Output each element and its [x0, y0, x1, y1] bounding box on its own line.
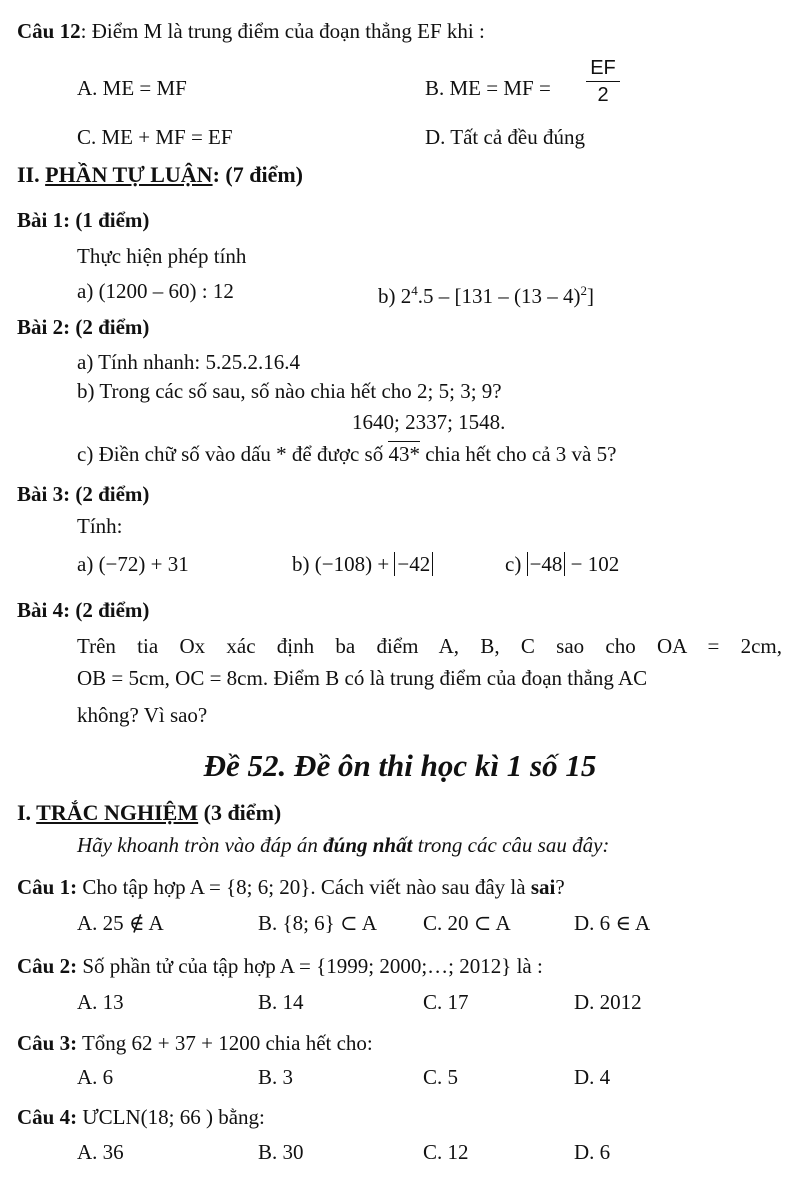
part2-heading [17, 162, 303, 188]
c2-option-a: A. 13 [77, 990, 124, 1014]
instruction-bold: đúng nhất [323, 833, 413, 857]
bai2-title: Bài 2: (2 điểm) [17, 315, 150, 339]
bai2-c-suffix: chia hết cho cả 3 và 5? [419, 442, 617, 466]
bai2-c-overlined-number: 43* [388, 442, 420, 466]
bai2-c-prefix: c) Điền chữ số vào dấu * để được số [77, 442, 389, 466]
c3-option-b: B. 3 [258, 1065, 294, 1089]
c1-option-a: A. 25 ∉ A [77, 911, 164, 935]
bai1-b-end: ] [586, 284, 594, 308]
c3-option-c: C. 5 [423, 1065, 459, 1089]
bai2-a: a) Tính nhanh: 5.25.2.16.4 [77, 350, 301, 374]
c2-label: Câu 2: [17, 954, 78, 978]
c1-text-end: ? [555, 875, 565, 899]
bai3-a: a) (−72) + 31 [77, 552, 189, 576]
bai1-b-exponent2: 2 [580, 283, 587, 298]
q12-question [17, 18, 485, 44]
q12-fraction-numerator: EF [590, 57, 616, 79]
bai4-title: Bài 4: (2 điểm) [17, 598, 150, 622]
instruction-pre: Hãy khoanh tròn vào đáp án [77, 833, 324, 857]
c3-question [17, 1030, 373, 1056]
bai3-c [505, 551, 619, 577]
bai3-b-abs: −42 [394, 552, 433, 576]
c3-text: Tổng 62 + 37 + 1200 chia hết cho: [77, 1031, 373, 1055]
c2-text: Số phần tử của tập hợp A = {1999; 2000;…; 2012} là : [77, 954, 543, 978]
bai3-c-prefix: c) [505, 552, 527, 576]
bai2-b: b) Trong các số sau, số nào chia hết cho 2; 5; 3; 9? [77, 379, 502, 403]
c1-text-bold: sai [530, 875, 556, 899]
part1-instruction [77, 832, 609, 858]
q12-fraction-denominator: 2 [597, 84, 609, 106]
q12-option-c: C. ME + MF = EF [77, 125, 233, 149]
bai1-b-exponent: 4 [411, 283, 418, 298]
q12-option-a: A. ME = MF [77, 76, 187, 100]
c2-question [17, 953, 543, 979]
c2-option-c: C. 17 [423, 990, 469, 1014]
c2-option-d: D. 2012 [574, 990, 642, 1014]
c2-option-b: B. 14 [258, 990, 304, 1014]
c4-option-a: A. 36 [77, 1140, 124, 1164]
bai1-intro: Thực hiện phép tính [77, 244, 247, 268]
bai4-line2: OB = 5cm, OC = 8cm. Điểm B có là trung điểm của đoạn thẳng AC [77, 666, 648, 690]
c4-option-d: D. 6 [574, 1140, 611, 1164]
bai3-intro: Tính: [77, 514, 123, 538]
bai3-c-abs: −48 [527, 552, 566, 576]
exam-title: Đề 52. Đề ôn thi học kì 1 số 15 [203, 748, 597, 783]
c1-question [17, 874, 565, 900]
bai1-title: Bài 1: (1 điểm) [17, 208, 150, 232]
bai2-c [77, 441, 616, 467]
part2-title: PHẦN TỰ LUẬN [45, 162, 213, 187]
bai3-title: Bài 3: (2 điểm) [17, 482, 150, 506]
instruction-post: trong các câu sau đây: [412, 833, 610, 857]
c3-label: Câu 3: [17, 1031, 78, 1055]
bai3-b-prefix: b) (−108) + [292, 552, 395, 576]
bai1-a: a) (1200 – 60) : 12 [77, 279, 234, 303]
c1-option-b: B. {8; 6} ⊂ A [258, 911, 377, 935]
part1-title: TRẮC NGHIỆM [36, 800, 199, 825]
c1-option-d: D. 6 ∈ A [574, 911, 651, 935]
part2-roman: II. [17, 162, 46, 187]
bai4-line1: Trên tia Ox xác định ba điểm A, B, C sao cho OA = 2cm, [77, 634, 782, 658]
q12-fraction [586, 57, 620, 106]
c4-option-b: B. 30 [258, 1140, 304, 1164]
fraction-bar [586, 81, 620, 82]
bai3-c-suffix: − 102 [565, 552, 620, 576]
c4-option-c: C. 12 [423, 1140, 469, 1164]
bai1-b-middle: .5 – [131 – (13 – 4) [417, 284, 581, 308]
c3-option-d: D. 4 [574, 1065, 611, 1089]
bai2-b-numbers: 1640; 2337; 1548. [352, 410, 506, 434]
c1-label: Câu 1: [17, 875, 78, 899]
c1-text: Cho tập hợp A = {8; 6; 20}. Cách viết nào sau đây là [77, 875, 531, 899]
q12-label: Câu 12 [17, 19, 81, 43]
part1-heading [17, 800, 281, 826]
c1-option-c: C. 20 ⊂ A [423, 911, 511, 935]
q12-option-d: D. Tất cả đều đúng [425, 125, 585, 149]
bai3-b [292, 551, 433, 577]
c4-label: Câu 4: [17, 1105, 78, 1129]
q12-text: : Điểm M là trung điểm của đoạn thẳng EF khi : [80, 19, 485, 43]
c4-question [17, 1104, 265, 1130]
c4-text: ƯCLN(18; 66 ) bằng: [77, 1105, 265, 1129]
part2-points: : (7 điểm) [212, 162, 303, 187]
bai1-b-base: b) 2 [378, 284, 412, 308]
bai1-b [378, 278, 594, 309]
bai4-line3: không? Vì sao? [77, 703, 208, 727]
q12-option-b: B. ME = MF = [425, 76, 551, 100]
c3-option-a: A. 6 [77, 1065, 114, 1089]
part1-points: (3 điểm) [198, 800, 282, 825]
part1-roman: I. [17, 800, 37, 825]
